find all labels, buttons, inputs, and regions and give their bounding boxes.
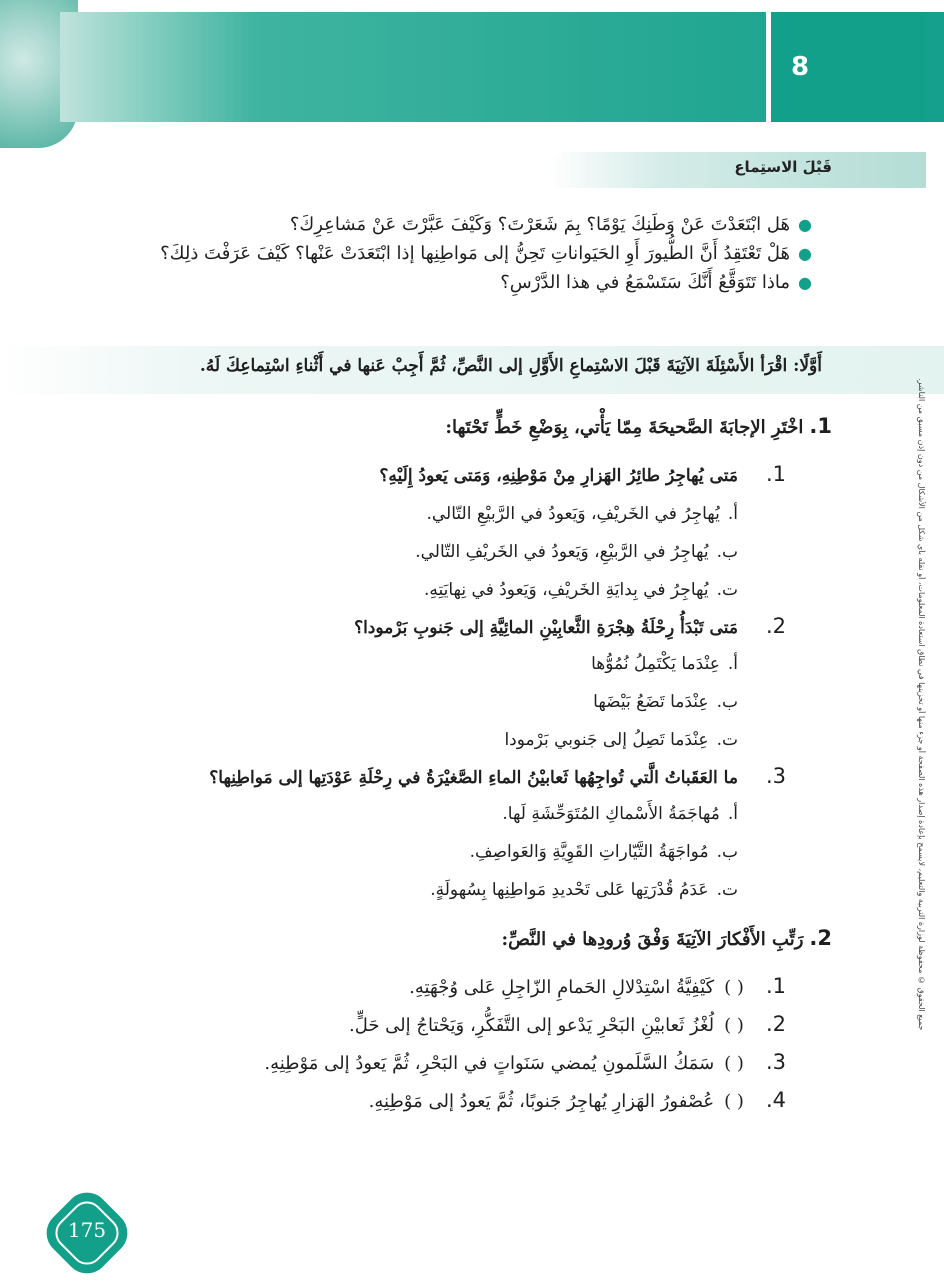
copyright-notice: جميع الحقوق © محفوظة لوزارة التربية والتعليم، لايسمح بإعادة إصدار هذه الصفحة أو جزء منها أو تخزينها في نطاق استعادة المعلومات، أو نقله بأي شكل من الأشكال من دون إذن مسبق من الناشر. — [917, 377, 926, 1030]
mcq-option[interactable] — [504, 730, 738, 750]
mcq-option[interactable] — [426, 504, 738, 524]
option-text: عِنْدَما تَصِلُ إلى جَنوبي بَرْمودا — [504, 730, 709, 750]
order-item[interactable] — [409, 974, 786, 998]
bullet-text: هَلْ تَعْتَقِدُ أَنَّ الطُّيورَ أَوِ الحَيَواناتِ تَحِنُّ إلى مَواطِنِها إذا ابْتَعَدَتْ عَنْها؟ كَيْفَ عَرَفْتَ ذلِكَ؟ — [160, 243, 791, 264]
bullet-text: ماذا تَتَوَقَّعُ أَنَّكَ سَتَسْمَعُ في هذا الدَّرْسِ؟ — [500, 272, 791, 293]
mcq-option[interactable] — [502, 804, 738, 824]
option-letter: ت. — [716, 580, 738, 600]
section-title: قَبْلَ الاستِماع — [734, 158, 832, 176]
order-item[interactable] — [349, 1012, 786, 1036]
question-number: 2. — [809, 926, 832, 950]
page-number: 175 — [67, 1218, 107, 1242]
item-number: 4. — [765, 1088, 786, 1112]
option-letter: ب. — [716, 842, 738, 862]
question-heading-text: اخْتَرِ الإجابَةَ الصَّحيحَةَ مِمّا يَأْتي، بِوَضْعِ خَطٍّ تَحْتَها: — [445, 417, 804, 438]
order-item[interactable] — [369, 1088, 786, 1112]
option-text: مُواجَهَةُ التَّيّاراتِ القَوِيَّةِ وَالعَواصِفِ. — [469, 842, 709, 862]
order-text: عُصْفورُ الهَزارِ يُهاجِرُ جَنوبًا، ثُمَّ يَعودُ إلى مَوْطِنِهِ. — [368, 1091, 715, 1112]
option-text: عِنْدَما يَكْتَمِلُ نُمُوُّها — [591, 654, 720, 674]
option-letter: أ. — [727, 504, 738, 524]
mcq-option[interactable] — [424, 580, 738, 600]
item-number: 2. — [765, 614, 786, 638]
bullet-dot-icon: ● — [798, 273, 812, 292]
order-blank[interactable]: ( ) — [724, 1015, 744, 1036]
bullet-item — [132, 268, 812, 297]
option-letter: أ. — [727, 654, 738, 674]
pre-listening-bullets — [132, 210, 812, 297]
option-text: يُهاجِرُ في الرَّبيْعِ، وَيَعودُ في الخَريْفِ التّالي. — [415, 542, 709, 562]
item-number: 1. — [765, 974, 786, 998]
order-blank[interactable]: ( ) — [724, 1091, 744, 1112]
option-letter: أ. — [727, 804, 738, 824]
instruction-text: أَوَّلًا: اقْرَأ الأَسْئِلَةَ الآتِيَةَ قَبْلَ الاسْتِماعِ الأَوَّلِ إلى النَّصِّ، ثُمَّ أَجِبْ عَنها في أَثْناءِ اسْتِماعِكَ لَهُ. — [199, 356, 822, 376]
bullet-item — [132, 239, 812, 268]
bullet-text: هَل ابْتَعَدْتَ عَنْ وَطَنِكَ يَوْمًا؟ بِمَ شَعَرْتَ؟ وَكَيْفَ عَبَّرْتَ عَنْ مَشاعِرِكَ؟ — [289, 214, 791, 235]
mcq-option[interactable] — [415, 542, 738, 562]
option-letter: ت. — [716, 730, 738, 750]
question-heading-text: رَتِّبِ الأَفْكارَ الآتِيَةَ وَفْقَ وُرودِها في النَّصِّ: — [501, 929, 804, 950]
bullet-item — [132, 210, 812, 239]
item-number: 3. — [765, 764, 786, 788]
mcq-option[interactable] — [591, 654, 738, 674]
mcq-item — [379, 462, 786, 486]
mcq-option[interactable] — [593, 692, 738, 712]
item-question: ما العَقَباتُ الَّتي تُواجِهُها ثَعابيْنُ الماءِ الصَّغيْرَةُ في رِحْلَةِ عَوْدَتِها إلى مَواطِنِها؟ — [209, 768, 738, 788]
question-1-heading — [445, 414, 832, 438]
option-text: مُهاجَمَةُ الأَسْماكِ المُتَوَحِّشَةِ لَها. — [502, 804, 720, 824]
option-letter: ب. — [716, 542, 738, 562]
option-letter: ب. — [716, 692, 738, 712]
question-number: 1. — [809, 414, 832, 438]
option-text: يُهاجِرُ في بِدايَةِ الخَريْفِ، وَيَعودُ في نِهايَتِهِ. — [424, 580, 709, 600]
item-number: 1. — [765, 462, 786, 486]
order-item[interactable] — [264, 1050, 786, 1074]
order-blank[interactable]: ( ) — [724, 1053, 744, 1074]
lesson-number: 8 — [790, 52, 810, 82]
order-text: لُغْزُ ثَعابيْنِ البَحْرِ يَدْعو إلى التَّفَكُّرِ، وَيَحْتاجُ إلى حَلٍّ. — [348, 1015, 715, 1036]
bullet-dot-icon: ● — [798, 215, 812, 234]
option-text: عِنْدَما تَضَعُ بَيْضَها — [593, 692, 709, 712]
option-letter: ت. — [716, 880, 738, 900]
item-question: مَتى يُهاجِرُ طائِرُ الهَزارِ مِنْ مَوْطِنِهِ، وَمَتى يَعودُ إِلَيْهِ؟ — [379, 466, 738, 486]
bullet-dot-icon: ● — [798, 244, 812, 263]
order-text: سَمَكُ السَّلَمونِ يُمضي سَنَواتٍ في البَحْرِ، ثُمَّ يَعودُ إلى مَوْطِنِهِ. — [264, 1053, 715, 1074]
mcq-option[interactable] — [470, 842, 738, 862]
order-text: كَيْفِيَّةُ اسْتِدْلالِ الحَمامِ الزّاجِلِ عَلى وُجْهَتِهِ. — [409, 977, 715, 998]
option-text: عَدَمُ قُدْرَتِها عَلى تَحْديدِ مَواطِنِها بِسُهولَةٍ. — [430, 880, 709, 900]
order-blank[interactable]: ( ) — [724, 977, 744, 998]
item-number: 3. — [765, 1050, 786, 1074]
mcq-item — [209, 764, 786, 788]
mcq-option[interactable] — [430, 880, 738, 900]
item-number: 2. — [765, 1012, 786, 1036]
option-text: يُهاجِرُ في الخَريْفِ، وَيَعودُ في الرَّبيْعِ التّالي. — [426, 504, 720, 524]
item-question: مَتى تَبْدَأُ رِحْلَةُ هِجْرَةِ الثَّعابِيْنِ المائِيَّةِ إلى جَنوبِ بَرْمودا؟ — [354, 618, 738, 638]
mcq-item — [354, 614, 786, 638]
question-2-heading — [501, 926, 832, 950]
